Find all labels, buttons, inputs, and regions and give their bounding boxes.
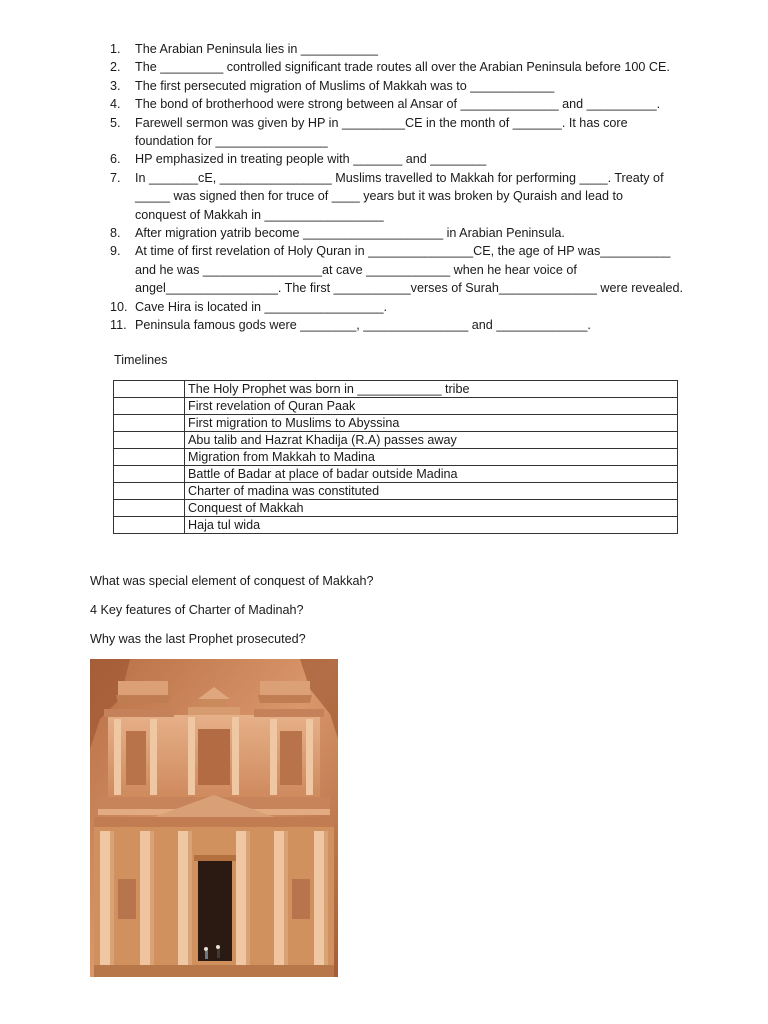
timeline-table <box>113 380 678 534</box>
question-item <box>110 114 700 151</box>
question-text: angel________________. The first ___________verses of Surah______________ were revealed. <box>135 281 684 296</box>
question-text: After migration yatrib become ____________________ in Arabian Peninsula. <box>135 226 565 241</box>
timeline-date-cell <box>114 517 185 534</box>
question-text: In _______cE, ________________ Muslims travelled to Makkah for performing ____. Treaty of <box>135 170 664 185</box>
question-item <box>110 77 700 95</box>
question-number: 11. <box>110 318 127 333</box>
table-row <box>114 432 678 449</box>
timelines-heading: Timelines <box>114 353 168 367</box>
question-number: 5. <box>110 115 121 130</box>
fill-in-questions-list <box>110 40 700 335</box>
question-text: The bond of brotherhood were strong between al Ansar of ______________ and __________. <box>135 97 661 112</box>
question-item <box>110 316 700 334</box>
table-row <box>114 449 678 466</box>
question-text: The first persecuted migration of Muslims of Makkah was to ____________ <box>135 78 555 93</box>
question-number: 3. <box>110 78 121 93</box>
timeline-event-cell: Battle of Badar at place of badar outside Madina <box>185 466 678 483</box>
table-row <box>114 500 678 517</box>
open-question: What was special element of conquest of Makkah? <box>90 574 374 588</box>
petra-treasury-illustration <box>90 659 338 977</box>
timeline-event-cell: Haja tul wida <box>185 517 678 534</box>
question-item <box>110 298 700 316</box>
question-item <box>110 242 700 297</box>
timeline-date-cell <box>114 381 185 398</box>
open-question: 4 Key features of Charter of Madinah? <box>90 603 304 617</box>
question-number: 7. <box>110 170 121 185</box>
timeline-date-cell <box>114 449 185 466</box>
question-text: At time of first revelation of Holy Quran in _______________CE, the age of HP was__________ <box>135 244 671 259</box>
question-item <box>110 40 700 58</box>
timeline-date-cell <box>114 398 185 415</box>
timeline-event-cell: Migration from Makkah to Madina <box>185 449 678 466</box>
table-row <box>114 483 678 500</box>
table-row <box>114 517 678 534</box>
timeline-date-cell <box>114 415 185 432</box>
question-text: and he was _________________at cave ____________ when he hear voice of <box>135 262 577 277</box>
question-number: 9. <box>110 244 121 259</box>
question-text: HP emphasized in treating people with _______ and ________ <box>135 152 487 167</box>
timeline-event-cell: The Holy Prophet was born in ____________ tribe <box>185 381 678 398</box>
question-text: The Arabian Peninsula lies in ___________ <box>135 42 378 56</box>
petra-treasury-photo <box>90 659 338 977</box>
question-text: Farewell sermon was given by HP in _________CE in the month of _______. It has core <box>135 115 628 130</box>
timeline-date-cell <box>114 500 185 517</box>
timeline-event-cell: First revelation of Quran Paak <box>185 398 678 415</box>
question-item <box>110 58 700 76</box>
timeline-event-cell: First migration to Muslims to Abyssina <box>185 415 678 432</box>
question-text: conquest of Makkah in _________________ <box>135 207 384 222</box>
table-row <box>114 381 678 398</box>
question-number: 4. <box>110 97 121 112</box>
question-text: The _________ controlled significant trade routes all over the Arabian Peninsula before 100 CE. <box>135 60 670 75</box>
question-text: Peninsula famous gods were ________, _______________ and _____________. <box>135 318 591 333</box>
timeline-event-cell: Charter of madina was constituted <box>185 483 678 500</box>
timeline-date-cell <box>114 483 185 500</box>
table-row <box>114 415 678 432</box>
question-number: 6. <box>110 152 121 167</box>
timeline-event-cell: Abu talib and Hazrat Khadija (R.A) passes away <box>185 432 678 449</box>
question-item <box>110 150 700 168</box>
timeline-date-cell <box>114 466 185 483</box>
question-text: foundation for ________________ <box>135 134 328 149</box>
timeline-date-cell <box>114 432 185 449</box>
question-item <box>110 95 700 113</box>
question-number: 10. <box>110 299 128 314</box>
question-item <box>110 169 700 224</box>
table-row <box>114 398 678 415</box>
question-text: Cave Hira is located in _________________. <box>135 299 388 314</box>
open-question: Why was the last Prophet prosecuted? <box>90 632 306 646</box>
table-row <box>114 466 678 483</box>
question-number: 8. <box>110 226 121 241</box>
question-text: _____ was signed then for truce of ____ years but it was broken by Quraish and lead to <box>135 189 623 204</box>
timeline-event-cell: Conquest of Makkah <box>185 500 678 517</box>
question-number: 1. <box>110 42 121 56</box>
question-item <box>110 224 700 242</box>
question-number: 2. <box>110 60 121 75</box>
